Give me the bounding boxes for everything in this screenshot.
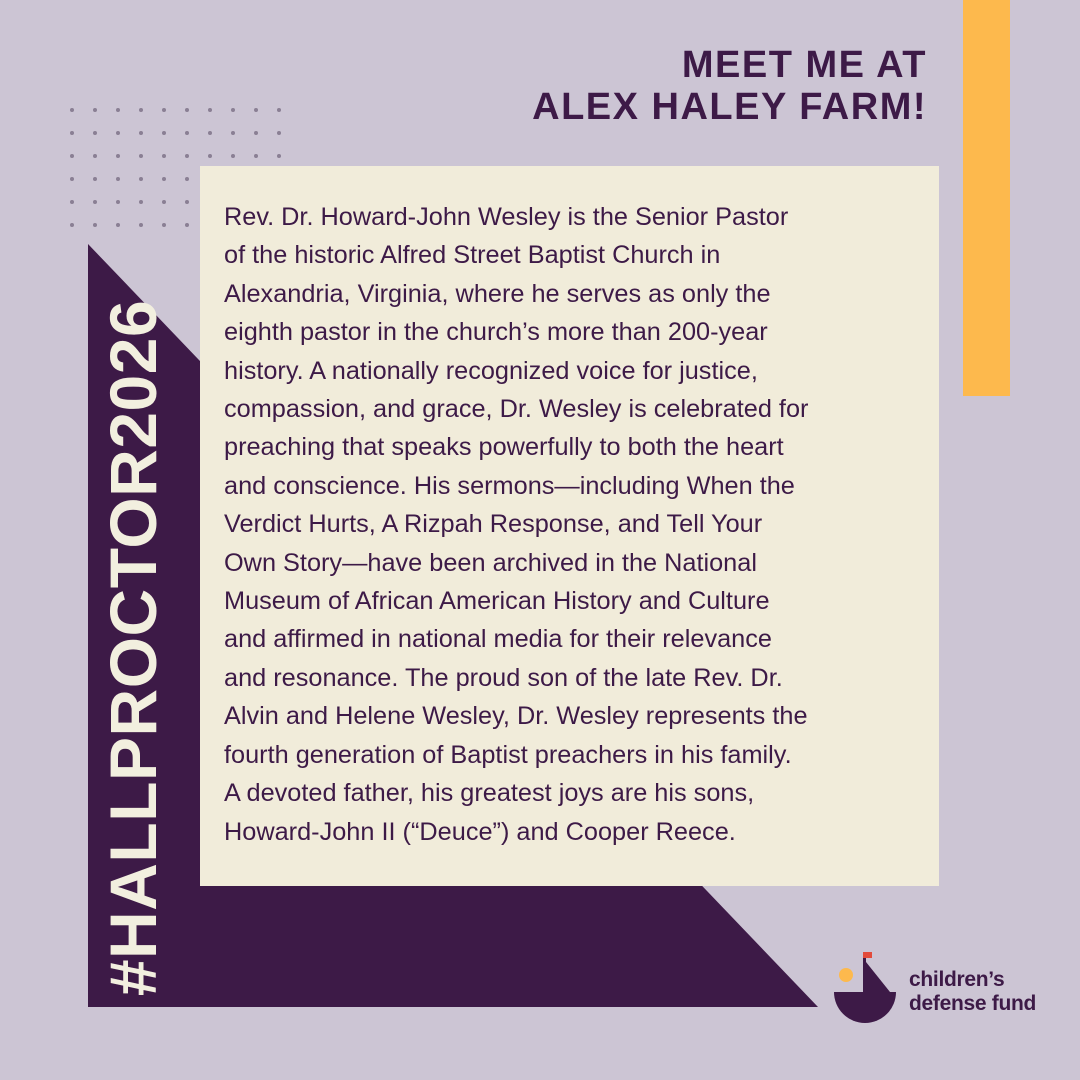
hashtag-text: #HALLPROCTOR2026 [96, 299, 170, 997]
logo-line-1: children’s [909, 968, 1005, 991]
bio-paragraph: Rev. Dr. Howard-John Wesley is the Senior Pastor of the historic Alfred Street Baptist Church in Alexandria, Virginia, where he serves as only the eighth pastor in the church’s more than 200-year history. A nationally recognized voice for justice, compassion, and grace, Dr. Wesley is celebrated for preaching that speaks powerfully to both the heart and conscience. His sermons—including When the Verdict Hurts, A Rizpah Response, and Tell Your Own Story—have been archived in the National Museum of African American History and Culture and affirmed in national media for their relevance and resonance. The proud son of the late Rev. Dr. Alvin and Helene Wesley, Dr. Wesley represents the fourth generation of Baptist preachers in his family. A devoted father, his greatest joys are his sons, Howard-John II (“Deuce”) and Cooper Reece. [224, 203, 809, 846]
boat-sun-logo-icon [832, 950, 898, 1026]
childrens-defense-fund-logo [832, 950, 1072, 1030]
logo-wordmark [909, 968, 1036, 1016]
headline-line-2: ALEX HALEY FARM! [532, 86, 927, 128]
bio-card [200, 166, 939, 886]
logo-line-2: defense fund [909, 992, 1037, 1015]
headline-line-1: MEET ME AT [681, 44, 927, 86]
